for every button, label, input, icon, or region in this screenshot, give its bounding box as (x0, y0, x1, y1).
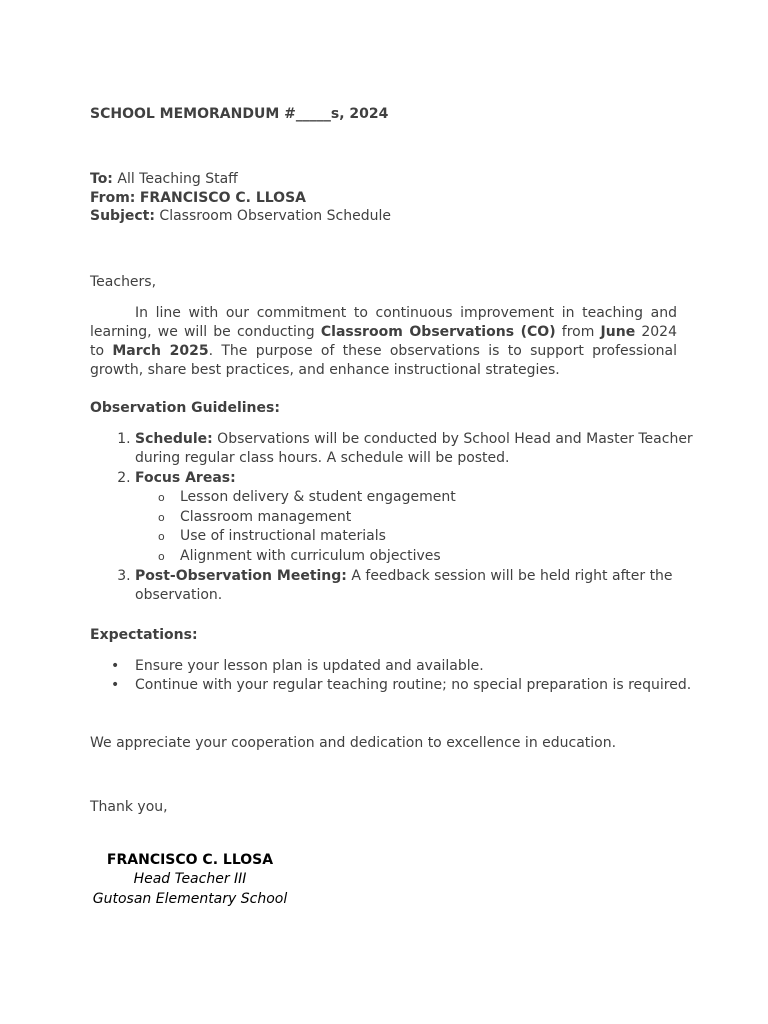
to-value: All Teaching Staff (117, 171, 238, 187)
school-name: Gutosan Elementary School (92, 890, 288, 907)
post-label: Post-Observation Meeting: (135, 568, 347, 585)
schedule-text: Observations will be conducted by School Head and Master Teacher during regular class hours. A schedule will be posted. (135, 431, 693, 467)
focus-item-text: Classroom management (180, 508, 352, 525)
focus-item (158, 488, 722, 508)
intro-text-4: . The purpose of these observations is to support professional growth, share best practices, and enhance instructional strategies. (90, 343, 677, 378)
intro-bold-june: June (600, 324, 636, 340)
sub-bullet-icon: o (158, 550, 165, 564)
intro-paragraph (90, 304, 677, 380)
sub-bullet-icon: o (158, 490, 165, 504)
expectations-list (90, 657, 722, 695)
post-text: A feedback session will be held right after the observation. (135, 568, 673, 604)
from-value: FRANCISCO C. LLOSA (139, 189, 306, 206)
focus-areas-list (135, 488, 722, 567)
subject-label: Subject: (90, 208, 155, 225)
guideline-schedule (135, 430, 722, 469)
from-line (90, 189, 391, 208)
focus-item (158, 527, 722, 547)
bullet-icon: • (111, 677, 120, 693)
guideline-focus (135, 469, 722, 567)
to-label: To: (90, 171, 113, 187)
sub-bullet-icon: o (158, 510, 165, 524)
focus-item (158, 547, 722, 567)
guideline-post-observation (135, 567, 722, 606)
memo-header (90, 170, 391, 226)
intro-bold-co: Classroom Observations (CO) (320, 324, 556, 340)
subject-value: Classroom Observation Schedule (159, 208, 391, 225)
bullet-icon: • (111, 658, 120, 674)
intro-bold-march: March 2025 (112, 343, 209, 359)
expectation-item (111, 676, 722, 695)
expectation-text: Continue with your regular teaching routine; no special preparation is required. (135, 677, 692, 693)
sub-bullet-icon: o (158, 530, 165, 544)
guidelines-heading: Observation Guidelines: (90, 400, 280, 416)
focus-label: Focus Areas: (135, 469, 236, 486)
intro-text-2: from (555, 324, 601, 340)
focus-item (158, 508, 722, 528)
to-line (90, 170, 391, 189)
memo-title: SCHOOL MEMORANDUM #_____s, 2024 (90, 106, 389, 122)
focus-item-text: Lesson delivery & student engagement (180, 488, 456, 505)
thanks-line: Thank you, (90, 799, 168, 815)
intro-text-1: In line with our commitment to continuous improvement in teaching and learning, we will be conducting (90, 305, 677, 340)
signatory-role: Head Teacher III (133, 871, 247, 888)
from-label: From: (90, 189, 136, 206)
subject-line (90, 207, 391, 226)
greeting: Teachers, (90, 274, 157, 290)
signature-block (90, 851, 290, 909)
expectation-text: Ensure your lesson plan is updated and available. (135, 658, 484, 674)
focus-item-text: Use of instructional materials (180, 528, 386, 545)
expectations-heading: Expectations: (90, 627, 198, 643)
closing-line: We appreciate your cooperation and dedication to excellence in education. (90, 735, 617, 751)
intro-text-3: 2024 to (90, 324, 677, 359)
expectation-item (111, 657, 722, 676)
signatory-name: FRANCISCO C. LLOSA (106, 852, 274, 868)
schedule-label: Schedule: (135, 431, 213, 447)
focus-item-text: Alignment with curriculum objectives (180, 548, 441, 565)
guidelines-list (90, 430, 722, 606)
